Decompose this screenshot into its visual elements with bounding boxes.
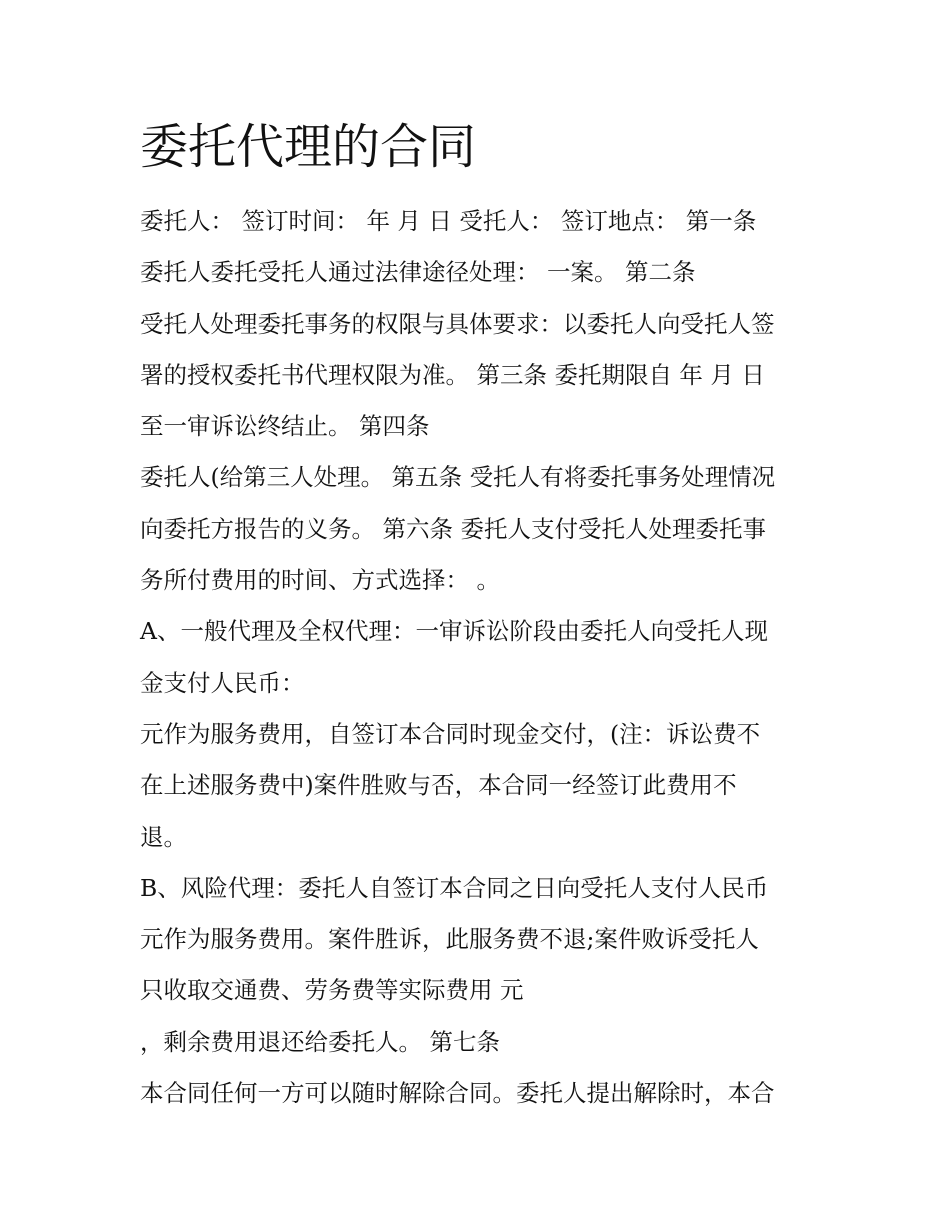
text-line: 委托人： 签订时间： 年 月 日 受托人： 签订地点： 第一条	[140, 207, 757, 235]
text-line: A、一般代理及全权代理：一审诉讼阶段由委托人向受托人现	[140, 617, 768, 646]
text-line: 至一审诉讼终结止。 第四条	[140, 412, 430, 441]
text-line: 元作为服务费用。案件胜诉，此服务费不退;案件败诉受托人	[140, 925, 759, 954]
text-line: 务所付费用的时间、方式选择： 。	[140, 566, 500, 595]
document-title: 委托代理的合同	[140, 119, 477, 175]
text-line: 署的授权委托书代理权限为准。 第三条 委托期限自 年 月 日	[140, 360, 765, 389]
text-line: 受托人处理委托事务的权限与具体要求：以委托人向受托人签	[140, 309, 775, 338]
text-line: 金支付人民币：	[140, 668, 305, 697]
text-line: B、风险代理：委托人自签订本合同之日向受托人支付人民币	[140, 873, 769, 902]
text-line: 在上述服务费中)案件胜败与否，本合同一经签订此费用不	[140, 771, 737, 800]
text-line: 退。	[140, 822, 187, 851]
text-line: 本合同任何一方可以随时解除合同。委托人提出解除时，本合	[140, 1079, 775, 1108]
text-line: 委托人委托受托人通过法律途径处理： 一案。 第二条	[140, 258, 696, 287]
text-line: 委托人(给第三人处理。 第五条 受托人有将委托事务处理情况	[140, 463, 776, 492]
text-line: 只收取交通费、劳务费等实际费用 元	[140, 976, 524, 1005]
text-line: 向委托方报告的义务。 第六条 委托人支付受托人处理委托事	[140, 514, 766, 543]
text-line: ，剩余费用退还给委托人。 第七条	[140, 1027, 500, 1056]
document-body	[140, 196, 840, 1119]
text-line: 元作为服务费用，自签订本合同时现金交付，(注：诉讼费不	[140, 719, 761, 748]
